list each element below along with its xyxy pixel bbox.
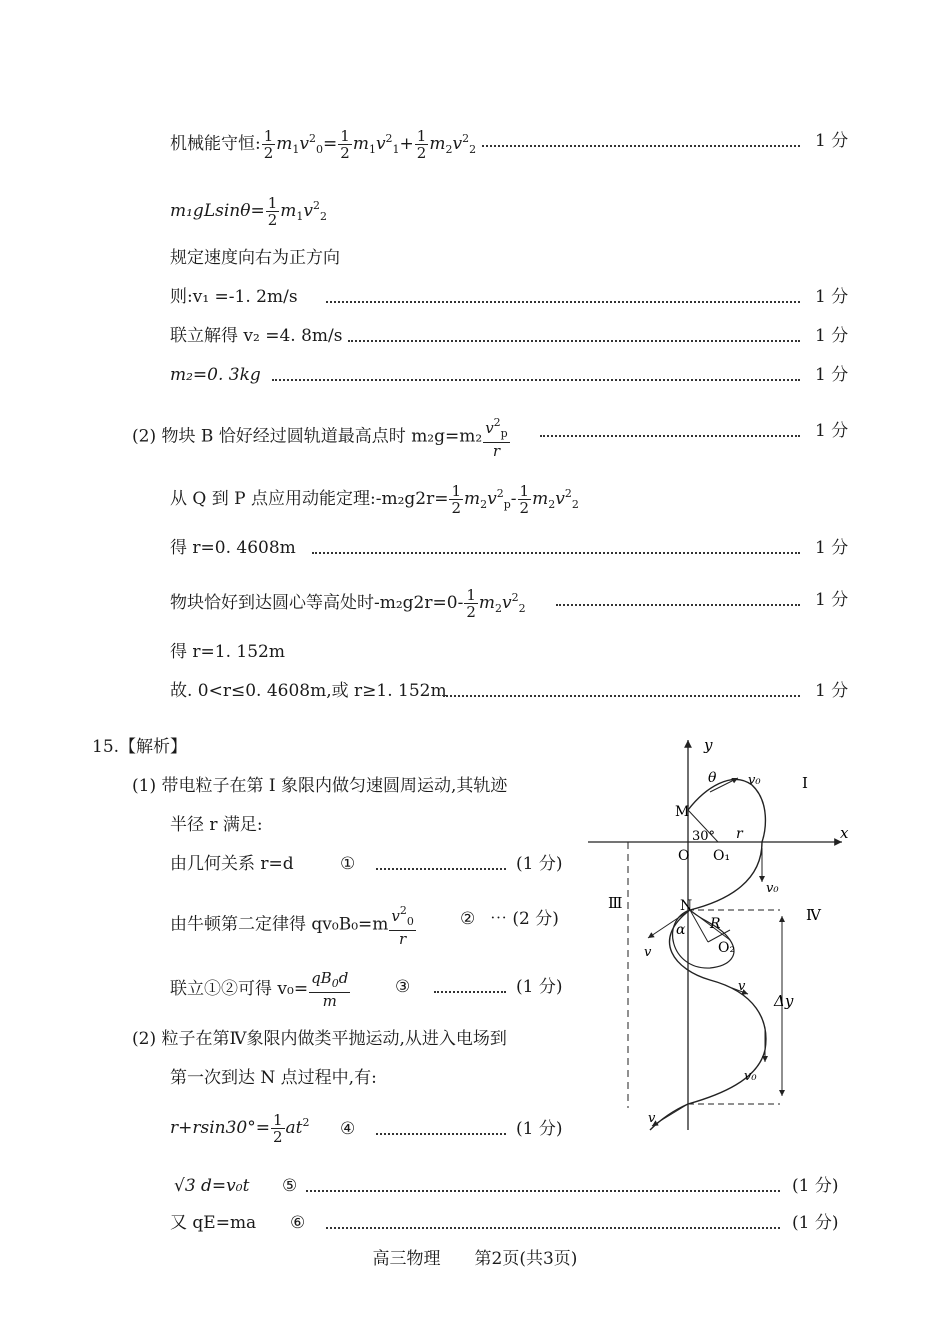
eq-tag: ⑥ xyxy=(290,1213,306,1233)
energy-conservation-line: 机械能守恒: $\frac{1}{2}$ $m_1v^2_0=$ $\frac{1}{2}$ $m_1v^2_1+$ $\frac{1}{2}$ $m_2v^2_2$ xyxy=(170,127,477,162)
page-footer: 高三物理 第2页(共3页) xyxy=(372,1249,578,1269)
dot-leader xyxy=(443,673,800,697)
angle-30-label: 30° xyxy=(692,829,716,844)
quadrant-4-label: Ⅳ xyxy=(806,906,821,924)
v-label-bottom: v xyxy=(648,1111,656,1126)
relation-line: m₁gLsinθ= $\frac{1}{2}$ $m_1v^2_2$ xyxy=(170,194,327,229)
dot-leader xyxy=(434,969,506,993)
combine-line: 联立①②可得 v₀= $\frac{qB_0d}{m}$ xyxy=(170,969,349,1010)
score: 1 分 xyxy=(815,326,849,346)
x-axis-label: x xyxy=(840,824,849,842)
point-n-label: N xyxy=(680,898,693,914)
eq-tag: ④ xyxy=(340,1119,356,1139)
score: 1 分 xyxy=(815,538,849,558)
eq6-line: 又 qE=ma xyxy=(170,1213,257,1233)
dot-leader xyxy=(272,357,800,381)
dot-leader xyxy=(540,413,800,437)
eq5-line: √3 d=v₀t xyxy=(174,1176,250,1196)
alpha-label: α xyxy=(676,922,686,938)
point-m-label: M xyxy=(675,804,690,820)
v-label-n: v xyxy=(644,945,652,960)
q15-p2-line2: 第一次到达 N 点过程中,有: xyxy=(170,1068,377,1088)
v0-label-top: v₀ xyxy=(748,773,761,788)
direction-note: 规定速度向右为正方向 xyxy=(170,248,340,268)
score: (1 分) xyxy=(516,977,563,997)
r2-line: 得 r=1. 152m xyxy=(170,642,285,662)
dot-leader xyxy=(482,123,800,147)
v2-line: 联立解得 v₂ =4. 8m/s xyxy=(170,326,343,346)
v1-line: 则:v₁ =-1. 2m/s xyxy=(170,287,298,307)
score: 1 分 xyxy=(815,681,849,701)
score: (1 分) xyxy=(516,1119,563,1139)
q15-p2-line1: (2) 粒子在第Ⅳ象限内做类平抛运动,从进入电场到 xyxy=(132,1029,507,1049)
quadrant-3-label: Ⅲ xyxy=(608,894,623,912)
center-o2-label: O₂ xyxy=(718,940,736,956)
top-point-line: (2) 物块 B 恰好经过圆轨道最高点时 m₂g=m₂ $\frac{v^2_p}{r}$ xyxy=(132,416,508,460)
score: (1 分) xyxy=(792,1176,839,1196)
score: (1 分) xyxy=(792,1213,839,1233)
delta-y-label: Δy xyxy=(774,992,794,1010)
v-arrow-bottom xyxy=(652,1104,688,1126)
v0-label-down: v₀ xyxy=(766,881,779,896)
dot-leader xyxy=(376,846,506,870)
eq-tag: ⑤ xyxy=(282,1176,298,1196)
eq-tag: ② xyxy=(460,909,476,929)
center-o1-label: O₁ xyxy=(713,848,731,864)
score: 1 分 xyxy=(815,421,849,441)
score: 1 分 xyxy=(815,590,849,610)
score: 1 分 xyxy=(815,365,849,385)
dot-leader xyxy=(556,582,800,606)
q15-p1-line1: (1) 带电粒子在第 Ⅰ 象限内做匀速圆周运动,其轨迹 xyxy=(132,776,508,796)
q15-heading: 15.【解析】 xyxy=(92,737,188,757)
dot-leader xyxy=(326,1205,780,1229)
newton-line: 由牛顿第二定律得 qv₀B₀=m $\frac{v^2_0}{r}$ xyxy=(170,904,414,948)
y-axis-label: y xyxy=(704,736,713,754)
geometry-line: 由几何关系 r=d xyxy=(170,854,294,874)
theta-label: θ xyxy=(708,770,717,786)
r1-line: 得 r=0. 4608m xyxy=(170,538,296,558)
eq-tag: ③ xyxy=(395,977,411,997)
origin-label: O xyxy=(678,848,690,864)
score: 1 分 xyxy=(815,131,849,151)
dot-leader xyxy=(312,530,800,554)
dot-leader xyxy=(348,318,800,342)
eq-tag: ① xyxy=(340,854,356,874)
final-range-line: 故. 0<r≤0. 4608m,或 r≥1. 152m xyxy=(170,681,447,701)
v0-label-mid: v₀ xyxy=(744,1069,757,1084)
r-label: r xyxy=(736,826,743,842)
dot-leader xyxy=(326,279,800,303)
radius-line-n xyxy=(690,910,708,942)
kinetic-theorem-line: 从 Q 到 P 点应用动能定理:-m₂g2r= $\frac{1}{2}$ $m_2v^2_p-$ $\frac{1}{2}$ $m_2v^2_2$ xyxy=(170,482,579,517)
score: (1 分) xyxy=(516,854,563,874)
dot-leader xyxy=(376,1111,506,1135)
quadrant-1-label: Ⅰ xyxy=(802,774,808,792)
center-level-line: 物块恰好到达圆心等高处时-m₂g2r=0- $\frac{1}{2}$ $m_2v^2_2$ xyxy=(170,586,526,621)
big-r-label: R xyxy=(710,916,721,932)
eq4-line: r+rsin30°= $\frac{1}{2}$ $at^2$ xyxy=(170,1111,310,1146)
v-label-mid: v xyxy=(738,979,746,994)
score: 1 分 xyxy=(815,287,849,307)
m2-line: m₂=0. 3kg xyxy=(170,365,261,385)
trajectory-figure xyxy=(580,730,860,1140)
q15-p1-line2: 半径 r 满足: xyxy=(170,815,263,835)
dot-leader xyxy=(306,1168,780,1192)
score: ⋯ (2 分) xyxy=(490,909,559,929)
trajectory-s-curve xyxy=(650,910,766,1130)
